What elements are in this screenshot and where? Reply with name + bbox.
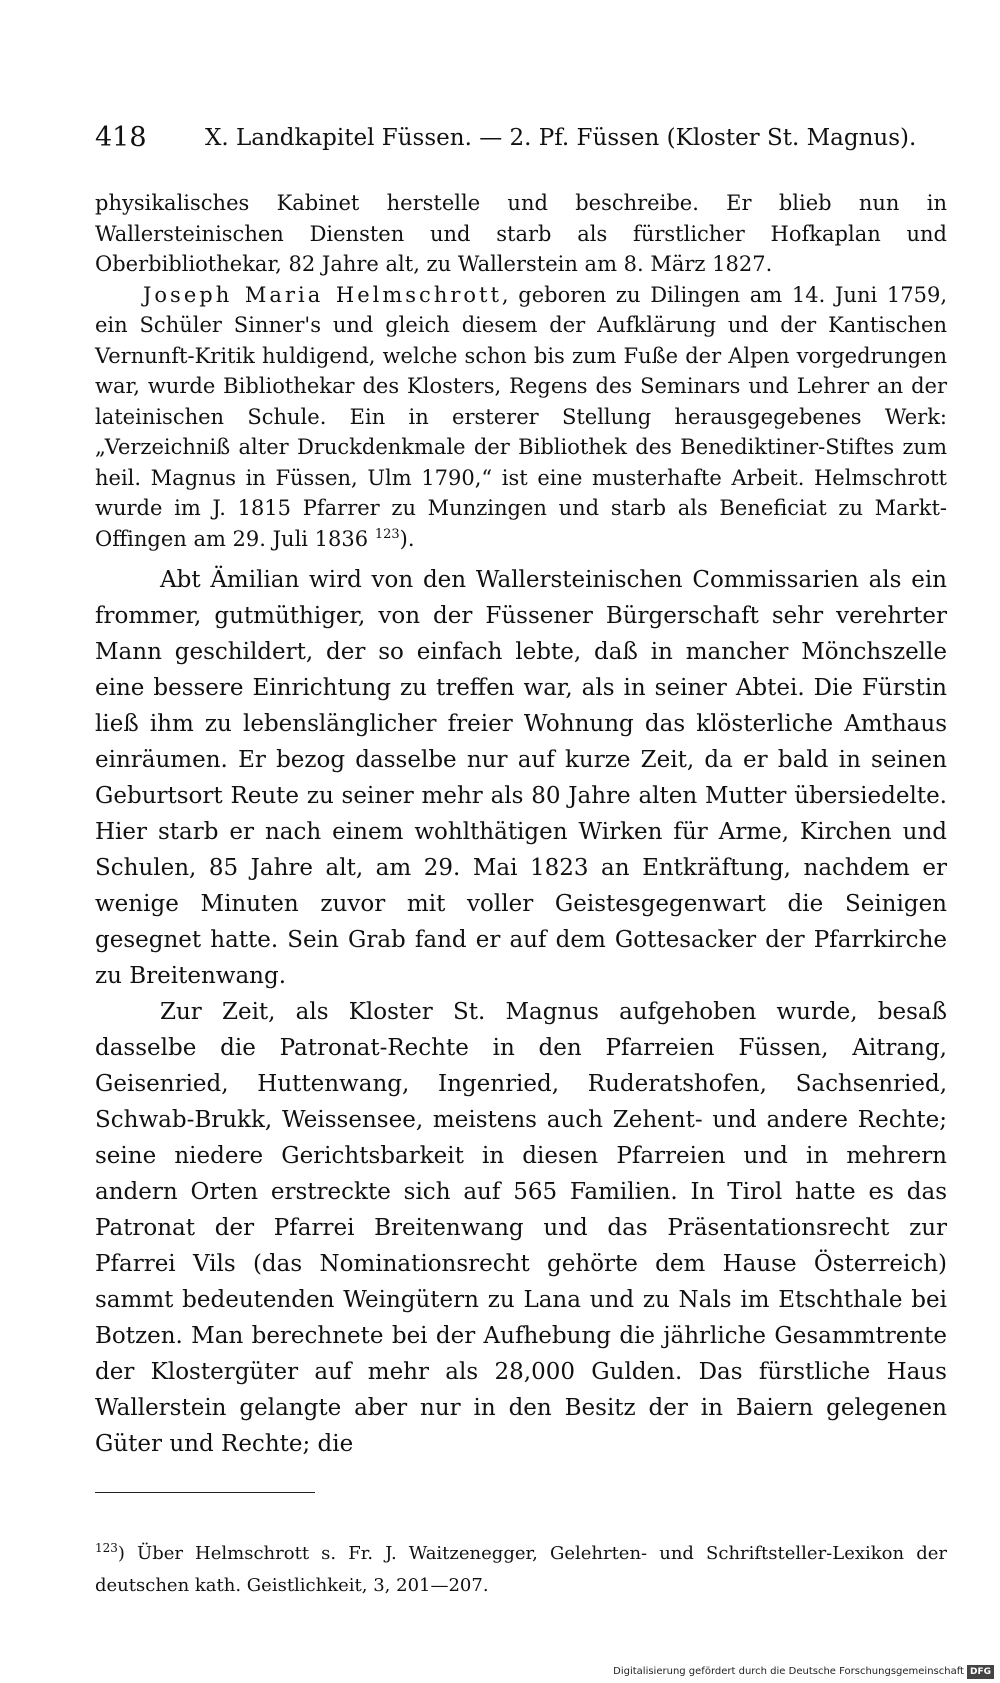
page-number: 418 [95,122,147,153]
running-title: X. Landkapitel Füssen. — 2. Pf. Füssen (Kloster St. Magnus). [205,125,917,151]
person-name: Joseph Maria Helmschrott [143,282,502,307]
digitization-stamp [613,1663,994,1681]
footnote-text: ) Über Helmschrott s. Fr. J. Waitzenegger, Gelehrten- und Schriftsteller-Lexikon der deutschen kath. Geistlichkeit, 3, 201—207. [95,1543,947,1596]
footnote-reference: 123 [374,526,400,542]
footnote-divider [95,1492,315,1493]
stamp-text: Digitalisierung gefördert durch die Deutsche Forschungsgemeinschaft [613,1666,964,1677]
body-text [95,188,947,1462]
paragraph-aufhebung: Zur Zeit, als Kloster St. Magnus aufgehoben wurde, besaß dasselbe die Patronat-Rechte in den Pfarreien Füssen, Aitrang, Geisenried, Huttenwang, Ingenried, Ruderatshofen, Sachsenried, Schwab-Brukk, Weissensee, meistens auch Zehent- und andere Rechte; seine niedere Gerichtsbarkeit in diesen Pfarreien und in mehrern andern Orten erstreckte sich auf 565 Familien. In Tirol hatte es das Patronat der Pfarrei Breitenwang und das Präsentationsrecht zur Pfarrei Vils (das Nominationsrecht gehörte dem Hause Österreich) sammt bedeutenden Weingütern zu Lana und zu Nals im Etschthale bei Botzen. Man berechnete bei der Aufhebung die jährliche Gesammtrente der Klostergüter auf mehr als 28,000 Gulden. Das fürstliche Haus Wallerstein gelangte aber nur in den Besitz der in Baiern gelegenen Güter und Rechte; die [95,999,947,1457]
paragraph-text: , geboren zu Dilingen am 14. Juni 1759, ein Schüler Sinner's und gleich diesem der Aufklärung und der Kantischen Vernunft-Kritik huldigend, welche schon bis zum Fuße der Alpen vorgedrungen war, wurde Bibliothekar des Klosters, Regens des Seminars und Lehrer an der lateinischen Schule. Ein in ersterer Stellung herausgegebenes Werk: „Verzeichniß alter Druckdenkmale der Bibliothek des Benediktiner-Stiftes zum heil. Magnus in Füssen, Ulm 1790,“ ist eine musterhafte Arbeit. Helmschrott wurde im J. 1815 Pfarrer zu Munzingen und starb als Beneficiat zu Markt-Offingen am 29. Juli 1836 [95,282,947,551]
paragraph-abt-aemilian: Abt Ämilian wird von den Wallersteinischen Commissarien als ein frommer, gutmüthiger, von der Füssener Bürgerschaft sehr verehrter Mann geschildert, der so einfach lebte, daß in mancher Mönchszelle eine bessere Einrichtung zu treffen war, als in seiner Abtei. Die Fürstin ließ ihm zu lebenslänglicher freier Wohnung das klösterliche Amthaus einräumen. Er bezog dasselbe nur auf kurze Zeit, da er bald in seinen Geburtsort Reute zu seiner mehr als 80 Jahre alten Mutter übersiedelte. Hier starb er nach einem wohlthätigen Wirken für Arme, Kirchen und Schulen, 85 Jahre alt, am 29. Mai 1823 an Entkräftung, nachdem er wenige Minuten zuvor mit voller Geistesgegenwart die Seinigen gesegnet hatte. Sein Grab fand er auf dem Gottesacker der Pfarrkirche zu Breitenwang. [95,567,947,989]
paragraph-end: ). [399,526,415,551]
page-header [95,118,930,158]
footnote [95,1538,947,1602]
footnote-mark: 123 [95,1541,118,1555]
paragraph-continued: physikalisches Kabinet herstelle und beschreibe. Er blieb nun in Wallersteinischen Diensten und starb als fürstlicher Hofkaplan und Oberbibliothekar, 82 Jahre alt, zu Wallerstein am 8. März 1827. [95,191,947,276]
dfg-logo: DFG [967,1665,994,1679]
paragraph-helmschrott [95,280,947,555]
